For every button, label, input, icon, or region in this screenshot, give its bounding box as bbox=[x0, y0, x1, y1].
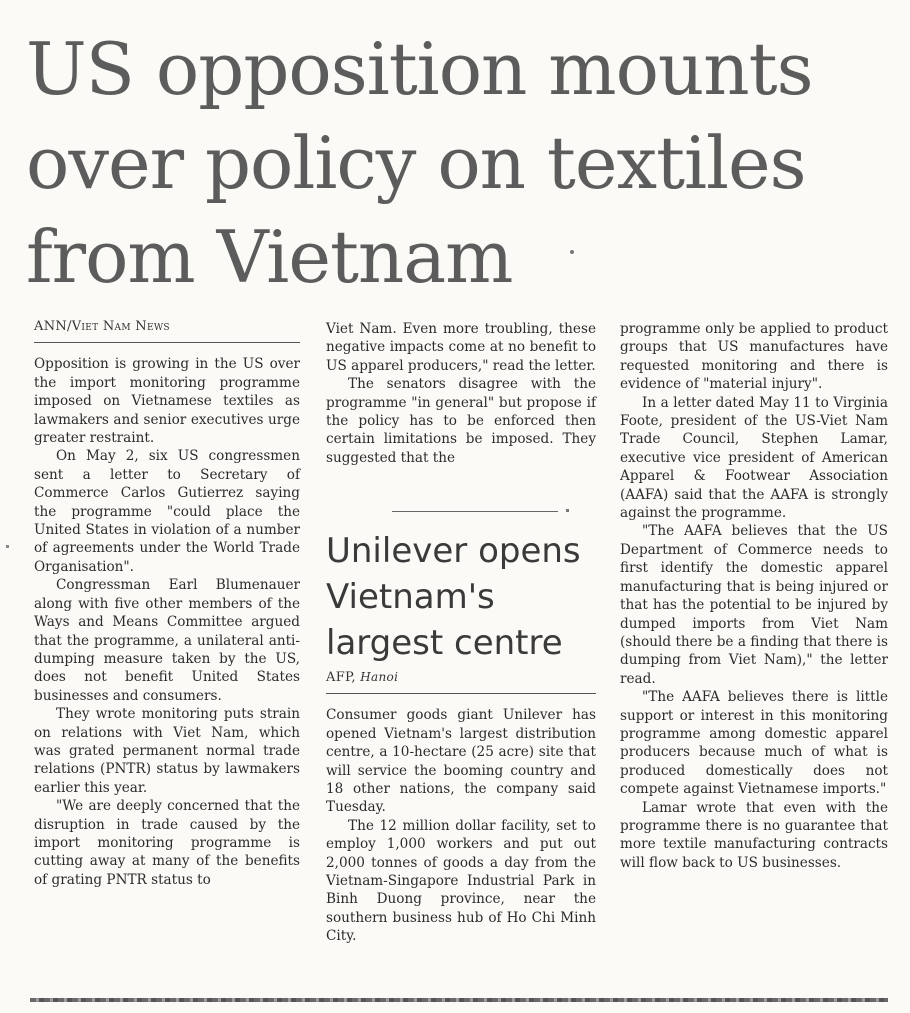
paragraph: "We are deeply concerned that the disruption in trade caused by the import monitoring programme is cutting away at many of the benefits of grating PNTR status to bbox=[34, 798, 300, 888]
paragraph: programme only be applied to product groups that US manufactures have requested monitoring and there is evidence of "material injury". bbox=[620, 321, 888, 393]
paragraph: They wrote monitoring puts strain on relations with Viet Nam, which was grated permanent normal trade relations (PNTR) status by lawmakers earlier this year. bbox=[34, 706, 300, 796]
unilever-article bbox=[326, 668, 596, 946]
subhead-line-1: Unilever opens bbox=[326, 531, 581, 571]
paragraph: In a letter dated May 11 to Virginia Foote, president of the US-Viet Nam Trade Council, Stephen Lamar, executive vice president of American Apparel & Footwear Association (AAFA) said that the AAFA is strongly against the programme. bbox=[620, 394, 888, 522]
byline-agency: AFP, bbox=[326, 670, 356, 685]
paragraph: On May 2, six US congressmen sent a letter to Secretary of Commerce Carlos Gutierrez saying the programme "could place the United States in violation of a number of agreements under the World Trade Organisation". bbox=[34, 448, 300, 575]
article-column-3 bbox=[620, 320, 888, 872]
secondary-headline bbox=[326, 528, 596, 666]
print-speck bbox=[6, 545, 9, 548]
paragraph: The senators disagree with the programme "in general" but propose if the policy has to be enforced then certain limitations be imposed. They suggested that the bbox=[326, 376, 596, 466]
paragraph: The 12 million dollar facility, set to employ 1,000 workers and put out 2,000 tonnes of goods a day from the Vietnam-Singapore Industrial Park in Binh Duong province, near the southern business hub of Ho Chi Minh City. bbox=[326, 817, 596, 945]
main-headline bbox=[26, 22, 886, 304]
article-column-2 bbox=[326, 320, 596, 467]
paragraph: Consumer goods giant Unilever has opened Vietnam's largest distribution centre, a 10-hectare (25 acre) site that will service the booming country and 18 other nations, the company said Tuesday. bbox=[326, 707, 596, 816]
paragraph: Lamar wrote that even with the programme there is no guarantee that more textile manufacturing contracts will flow back to US businesses. bbox=[620, 799, 888, 871]
headline-line-2: over policy on textiles bbox=[26, 121, 806, 205]
article-column-1 bbox=[34, 318, 300, 889]
section-divider bbox=[392, 511, 558, 512]
paragraph: Congressman Earl Blumenauer along with five other members of the Ways and Means Committee argued that the programme, a unilateral anti-dumping measure taken by the US, does not benefit United States businesses and consumers. bbox=[34, 577, 300, 704]
unilever-byline bbox=[326, 668, 596, 694]
paragraph: Viet Nam. Even more troubling, these negative impacts come at no benefit to US apparel producers," read the letter. bbox=[326, 321, 596, 374]
print-speck bbox=[566, 509, 569, 512]
article-byline: ANN/Viet Nam News bbox=[34, 318, 300, 343]
headline-line-1: US opposition mounts bbox=[26, 27, 813, 111]
paragraph: Opposition is growing in the US over the import monitoring programme imposed on Vietnamese textiles as lawmakers and senior executives urge greater restraint. bbox=[34, 356, 300, 447]
print-speck bbox=[570, 250, 574, 254]
paragraph: "The AAFA believes there is little support or interest in this monitoring programme among domestic apparel producers because much of what is produced domestically does not compete against Vietnamese imports." bbox=[620, 689, 888, 798]
bottom-rule bbox=[30, 998, 888, 1002]
subhead-line-2: Vietnam's bbox=[326, 577, 495, 617]
subhead-line-3: largest centre bbox=[326, 623, 563, 663]
headline-line-3: from Vietnam bbox=[26, 215, 513, 299]
byline-city: Hanoi bbox=[360, 670, 399, 684]
paragraph: "The AAFA believes that the US Department of Commerce needs to first identify the domestic apparel manufacturing that is being injured or that has the potential to be injured by dumped imports from Viet Nam (should there be a finding that there is dumping from Viet Nam)," the letter read. bbox=[620, 523, 888, 687]
